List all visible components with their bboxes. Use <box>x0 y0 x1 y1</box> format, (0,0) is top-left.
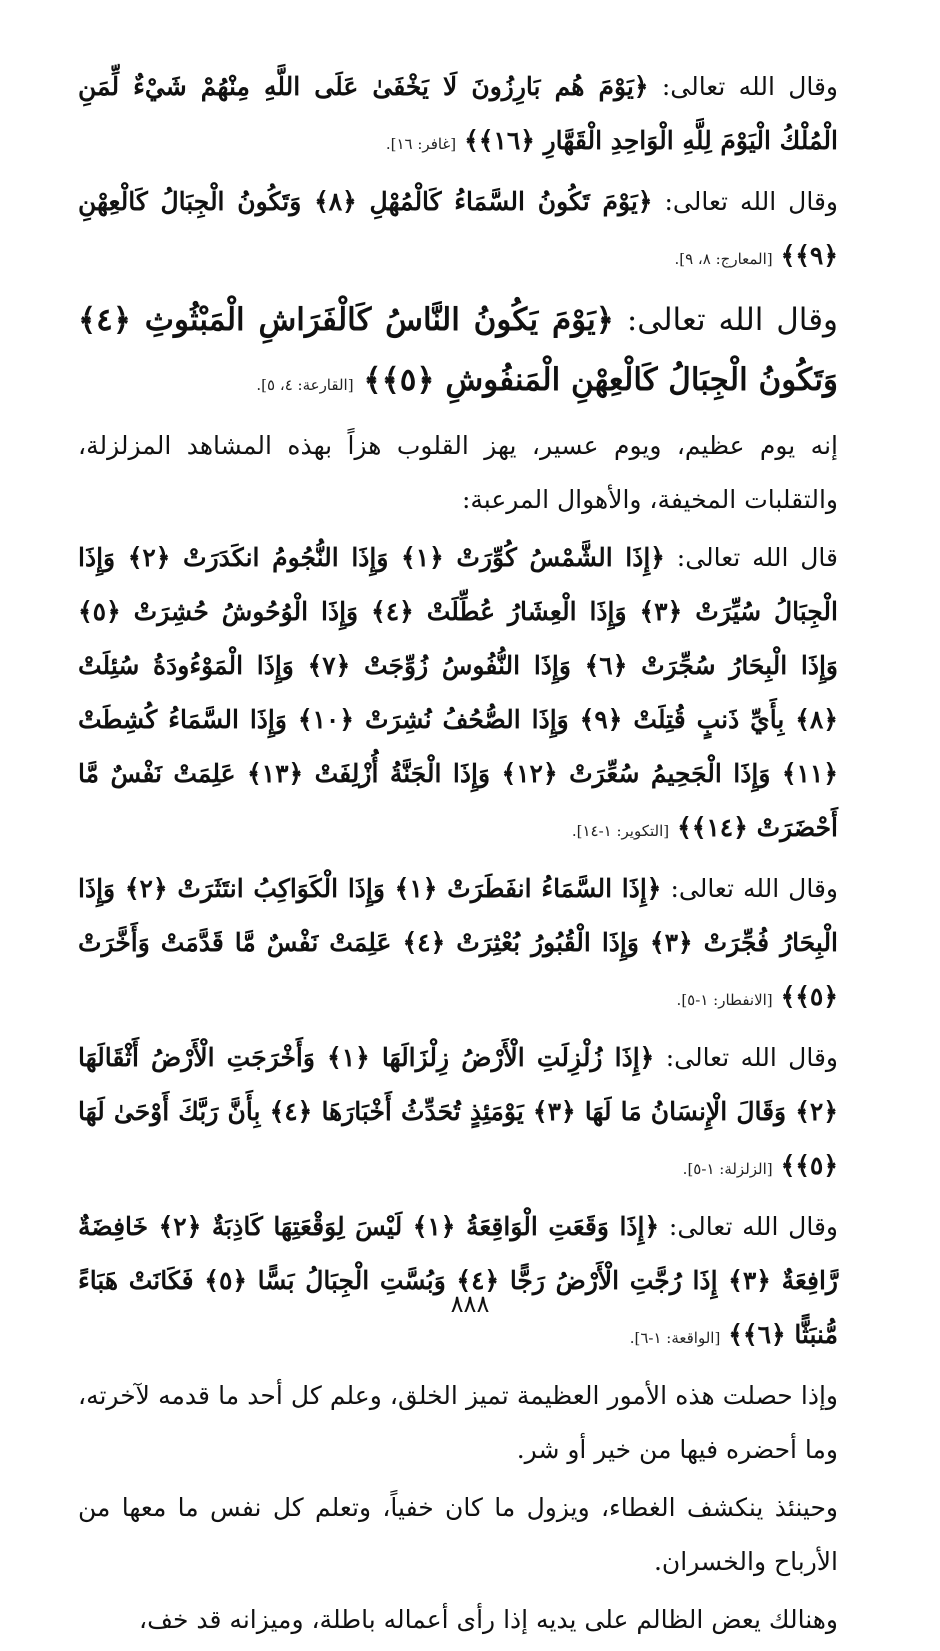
paragraph-maarij <box>78 175 838 286</box>
verse-reference: [التكوير: ١-١٤]. <box>571 822 670 840</box>
paragraph-qariah <box>78 290 838 415</box>
paragraph-zalzalah <box>78 1031 838 1196</box>
verse-intro: وقال الله تعالى: <box>626 302 838 338</box>
quran-verse: ﴿يَوْمَ هُم بَارِزُونَ لَا يَخْفَىٰ عَلَى اللَّهِ مِنْهُمْ شَيْءٌ لِّمَنِ الْمُلْكُ الْيَوْمَ لِلَّهِ الْوَاحِدِ الْقَهَّارِ ﴿١٦﴾﴾ <box>78 72 838 155</box>
paragraph-takwir <box>78 531 838 858</box>
verse-reference: [الزلزلة: ١-٥]. <box>682 1160 773 1178</box>
verse-intro: وقال الله تعالى: <box>661 72 839 101</box>
quran-verse: ﴿إِذَا زُلْزِلَتِ الْأَرْضُ زِلْزَالَهَا ﴿١﴾ وَأَخْرَجَتِ الْأَرْضُ أَثْقَالَهَا ﴿٢﴾ وَقَالَ الْإِنسَانُ مَا لَهَا ﴿٣﴾ يَوْمَئِذٍ تُحَدِّثُ أَخْبَارَهَا ﴿٤﴾ بِأَنَّ رَبَّكَ أَوْحَىٰ لَهَا ﴿٥﴾﴾ <box>78 1043 838 1180</box>
paragraph-waqiah <box>78 1200 838 1365</box>
verse-intro: قال الله تعالى: <box>676 543 838 572</box>
page-number: ٨٨٨ <box>450 1290 490 1318</box>
verse-reference: [الواقعة: ١-٦]. <box>629 1329 721 1347</box>
verse-reference: [القارعة: ٤، ٥]. <box>256 376 354 394</box>
verse-intro: وقال الله تعالى: <box>664 187 838 216</box>
verse-intro: وقال الله تعالى: <box>668 1212 838 1241</box>
paragraph-infitar <box>78 862 838 1027</box>
verse-reference: [غافر: ١٦]. <box>385 135 457 153</box>
verse-reference: [المعارج: ٨، ٩]. <box>674 250 773 268</box>
verse-intro: وقال الله تعالى: <box>670 874 838 903</box>
body-paragraph: وإذا حصلت هذه الأمور العظيمة تميز الخلق، وعلم كل أحد ما قدمه لآخرته، وما أحضره فيها من خير أو شر. <box>78 1381 838 1464</box>
quran-verse: ﴿إِذَا وَقَعَتِ الْوَاقِعَةُ ﴿١﴾ لَيْسَ لِوَقْعَتِهَا كَاذِبَةٌ ﴿٢﴾ خَافِضَةٌ رَّافِعَةٌ ﴿٣﴾ إِذَا رُجَّتِ الْأَرْضُ رَجًّا ﴿٤﴾ وَبُسَّتِ الْجِبَالُ بَسًّا ﴿٥﴾ فَكَانَتْ هَبَاءً مُّنبَثًّا ﴿٦﴾﴾ <box>78 1212 838 1349</box>
page-body <box>78 60 838 1651</box>
body-paragraph: إنه يوم عظيم، ويوم عسير، يهز القلوب هزاً بهذه المشاهد المزلزلة، والتقلبات المخيفة، والأهوال المرعبة: <box>78 431 838 514</box>
quran-verse: ﴿إِذَا الشَّمْسُ كُوِّرَتْ ﴿١﴾ وَإِذَا النُّجُومُ انكَدَرَتْ ﴿٢﴾ وَإِذَا الْجِبَالُ سُيِّرَتْ ﴿٣﴾ وَإِذَا الْعِشَارُ عُطِّلَتْ ﴿٤﴾ وَإِذَا الْوُحُوشُ حُشِرَتْ ﴿٥﴾ وَإِذَا الْبِحَارُ سُجِّرَتْ ﴿٦﴾ وَإِذَا النُّفُوسُ زُوِّجَتْ ﴿٧﴾ وَإِذَا الْمَوْءُودَةُ سُئِلَتْ ﴿٨﴾ بِأَيِّ ذَنبٍ قُتِلَتْ ﴿٩﴾ وَإِذَا الصُّحُفُ نُشِرَتْ ﴿١٠﴾ وَإِذَا السَّمَاءُ كُشِطَتْ ﴿١١﴾ وَإِذَا الْجَحِيمُ سُعِّرَتْ ﴿١٢﴾ وَإِذَا الْجَنَّةُ أُزْلِفَتْ ﴿١٣﴾ عَلِمَتْ نَفْسٌ مَّا أَحْضَرَتْ ﴿١٤﴾﴾ <box>78 543 839 842</box>
quran-verse: ﴿يَوْمَ تَكُونُ السَّمَاءُ كَالْمُهْلِ ﴿٨﴾ وَتَكُونُ الْجِبَالُ كَالْعِهْنِ ﴿٩﴾﴾ <box>78 187 838 270</box>
verse-reference: [الانفطار: ١-٥]. <box>676 991 773 1009</box>
paragraph-ghafir <box>78 60 838 171</box>
quran-verse: ﴿يَوْمَ يَكُونُ النَّاسُ كَالْفَرَاشِ الْمَبْثُوثِ ﴿٤﴾ وَتَكُونُ الْجِبَالُ كَالْعِهْنِ الْمَنفُوشِ ﴿٥﴾﴾ <box>78 302 838 398</box>
quran-verse: ﴿إِذَا السَّمَاءُ انفَطَرَتْ ﴿١﴾ وَإِذَا الْكَوَاكِبُ انتَثَرَتْ ﴿٢﴾ وَإِذَا الْبِحَارُ فُجِّرَتْ ﴿٣﴾ وَإِذَا الْقُبُورُ بُعْثِرَتْ ﴿٤﴾ عَلِمَتْ نَفْسٌ مَّا قَدَّمَتْ وَأَخَّرَتْ ﴿٥﴾﴾ <box>78 874 839 1011</box>
body-paragraph: وحينئذ ينكشف الغطاء، ويزول ما كان خفياً، وتعلم كل نفس ما معها من الأرباح والخسران. <box>78 1493 838 1576</box>
verse-intro: وقال الله تعالى: <box>665 1043 838 1072</box>
body-paragraph: وهنالك يعض الظالم على يديه إذا رأى أعماله باطلة، وميزانه قد خف، <box>139 1605 838 1634</box>
